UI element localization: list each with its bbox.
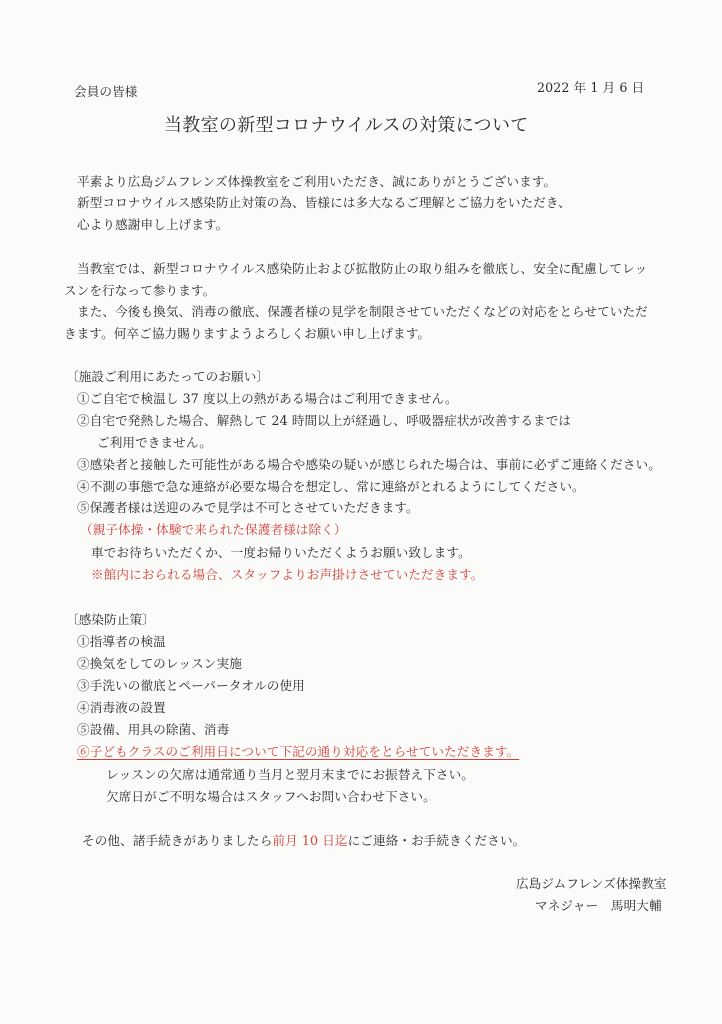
body-line: きます。何卒ご協力賜りますようよろしくお願い申し上げます。 bbox=[64, 326, 431, 341]
facility-item: 車でお待ちいただくか、一度お帰りいただくようお願い致します。 bbox=[91, 545, 471, 560]
closing-line bbox=[82, 833, 525, 849]
prevention-item: ①指導者の検温 bbox=[77, 634, 166, 649]
signature-org: 広島ジムフレンズ体操教室 bbox=[516, 876, 667, 891]
addressee: 会員の皆様 bbox=[74, 84, 138, 99]
signature-person: マネジャー 馬明大輔 bbox=[535, 898, 662, 913]
closing-text: にご連絡・お手続きください。 bbox=[347, 833, 526, 848]
facility-heading: 〔施設ご利用にあたってのお願い〕 bbox=[66, 369, 270, 384]
body-line: スンを行なって参ります。 bbox=[64, 283, 216, 298]
document-date: 2022 年 1 月 6 日 bbox=[537, 80, 645, 95]
prevention-item: ④消毒液の設置 bbox=[77, 700, 166, 715]
facility-item: ③感染者と接触した可能性がある場合や感染の疑いが感じられた場合は、事前に必ずご連絡ください。 bbox=[77, 457, 661, 472]
page-title: 当教室の新型コロナウイルスの対策について bbox=[164, 115, 529, 136]
prevention-subitem: 欠席日がご不明な場合はスタッフへお問い合わせ下さい。 bbox=[106, 789, 436, 804]
deadline-highlight: 前月 10 日迄 bbox=[272, 833, 348, 848]
body-line: 当教室では、新型コロナウイルス感染防止および拡散防止の取り組みを徹底し、安全に配慮してレッ bbox=[77, 261, 648, 276]
facility-note-red: ※館内におられる場合、スタッフよりお声掛けさせていただきます。 bbox=[91, 567, 484, 582]
prevention-item-highlight: ⑥子どもクラスのご利用日について下記の通り対応をとらせていただきます。 bbox=[77, 744, 520, 759]
facility-item: ①ご自宅で検温し 37 度以上の熱がある場合はご利用できません。 bbox=[77, 391, 458, 406]
facility-item: ④不測の事態で急な連絡が必要な場合を想定し、常に連絡がとれるようにしてください。 bbox=[77, 479, 585, 494]
facility-item: ご利用できません。 bbox=[97, 435, 212, 450]
prevention-item: ②換気をしてのレッスン実施 bbox=[77, 656, 242, 671]
closing-text: その他、諸手続きがありましたら bbox=[82, 833, 273, 848]
body-line: また、今後も換気、消毒の徹底、保護者様の見学を制限させていただくなどの対応をとらせていただ bbox=[77, 304, 648, 319]
prevention-item: ③手洗いの徹底とペーパータオルの使用 bbox=[77, 678, 305, 693]
greeting-line: 心より感謝申し上げます。 bbox=[77, 217, 229, 232]
prevention-subitem: レッスンの欠席は通常通り当月と翌月末までにお振替え下さい。 bbox=[106, 767, 474, 782]
facility-note-red: （親子体操・体験で来られた保護者様は除く） bbox=[80, 522, 347, 537]
greeting-line: 新型コロナウイルス感染防止対策の為、皆様には多大なるご理解とご協力をいただき、 bbox=[77, 195, 571, 210]
prevention-item: ⑤設備、用具の除菌、消毒 bbox=[77, 722, 230, 737]
facility-item: ②自宅で発熱した場合、解熱して 24 時間以上が経過し、呼吸器症状が改善するまでは bbox=[77, 413, 572, 428]
greeting-line: 平素より広島ジムフレンズ体操教室をご利用いただき、誠にありがとうございます。 bbox=[77, 174, 557, 189]
prevention-heading: 〔感染防止策〕 bbox=[66, 612, 155, 627]
facility-item: ⑤保護者様は送迎のみで見学は不可とさせていただきます。 bbox=[77, 500, 419, 515]
